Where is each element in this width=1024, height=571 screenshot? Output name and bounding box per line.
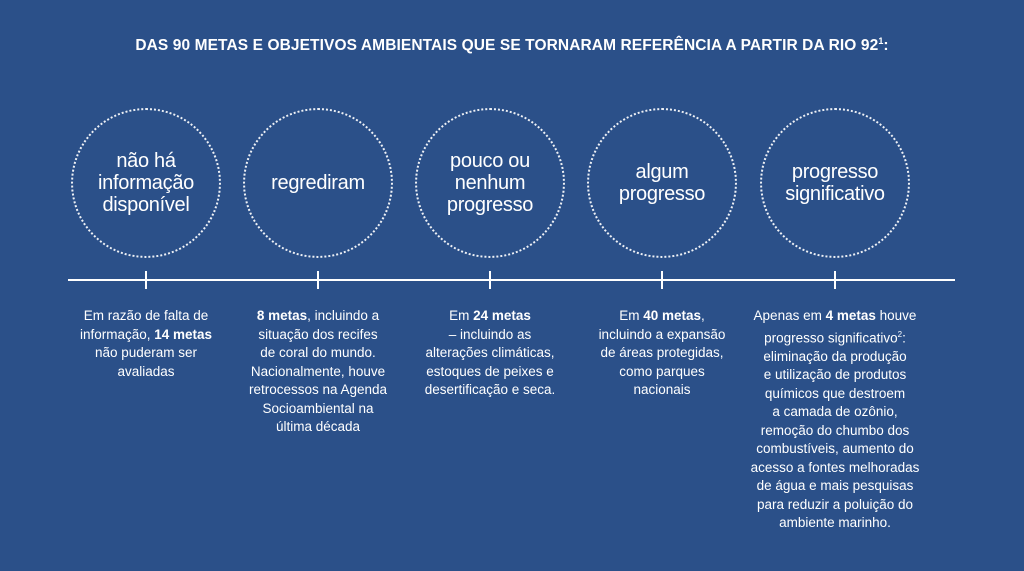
highlight-count: 24 metas	[473, 308, 531, 323]
highlight-count: 8 metas	[256, 308, 308, 323]
highlight-count: 40 metas	[643, 308, 702, 323]
description-regressed: 8 metas, incluindo a situação dos recifes de coral do mundo. Nacionalmente, houve retrocessos na Agenda Socioambiental na última década	[248, 308, 388, 434]
circle-label-some-progress: algum progresso	[618, 161, 706, 205]
circle-no-information	[71, 108, 221, 258]
highlight-count: 14 metas	[154, 326, 213, 342]
description-no-information: Em razão de falta de informação, 14 metas não puderam ser avaliadas	[79, 308, 213, 379]
circle-significant-progress	[760, 108, 910, 258]
description-little-or-no-progress: Em 24 metas – incluindo as alterações climáticas, estoques de peixes e desertificação e seca.	[424, 308, 556, 397]
circle-label-little-or-no-progress: pouco ou nenhum progresso	[446, 150, 534, 216]
circle-label-significant-progress: progresso significativo	[785, 161, 885, 205]
description-some-progress: Em 40 metas, incluindo a expansão de áreas protegidas, como parques nacionais	[598, 308, 726, 397]
timeline-axis	[68, 279, 955, 281]
timeline-tick	[489, 271, 491, 289]
timeline-tick	[834, 271, 836, 289]
timeline-tick	[145, 271, 147, 289]
circle-regressed	[243, 108, 393, 258]
circle-label-regressed: regrediram	[271, 172, 365, 194]
circle-little-or-no-progress	[415, 108, 565, 258]
description-significant-progress: Apenas em 4 metas houve progresso significativo$^2$: eliminação da produção e utilização de produtos químicos que destroem a camada de ozônio, remoção do chumbo dos combustíveis, aumento do acesso a fontes melhoradas de água e mais pesquisas para reduzir a poluição do ambiente marinho.	[750, 308, 920, 530]
footnote-marker: 2	[897, 329, 903, 339]
highlight-count: 4 metas	[825, 308, 876, 323]
circle-some-progress	[587, 108, 737, 258]
circle-label-no-information: não há informação disponível	[98, 150, 194, 216]
timeline-tick	[317, 271, 319, 289]
diagram-title: DAS 90 METAS E OBJETIVOS AMBIENTAIS QUE SE TORNARAM REFERÊNCIA A PARTIR DA RIO $92^1$:	[135, 36, 889, 55]
title-footnote-marker: 1	[878, 36, 884, 46]
timeline-tick	[661, 271, 663, 289]
